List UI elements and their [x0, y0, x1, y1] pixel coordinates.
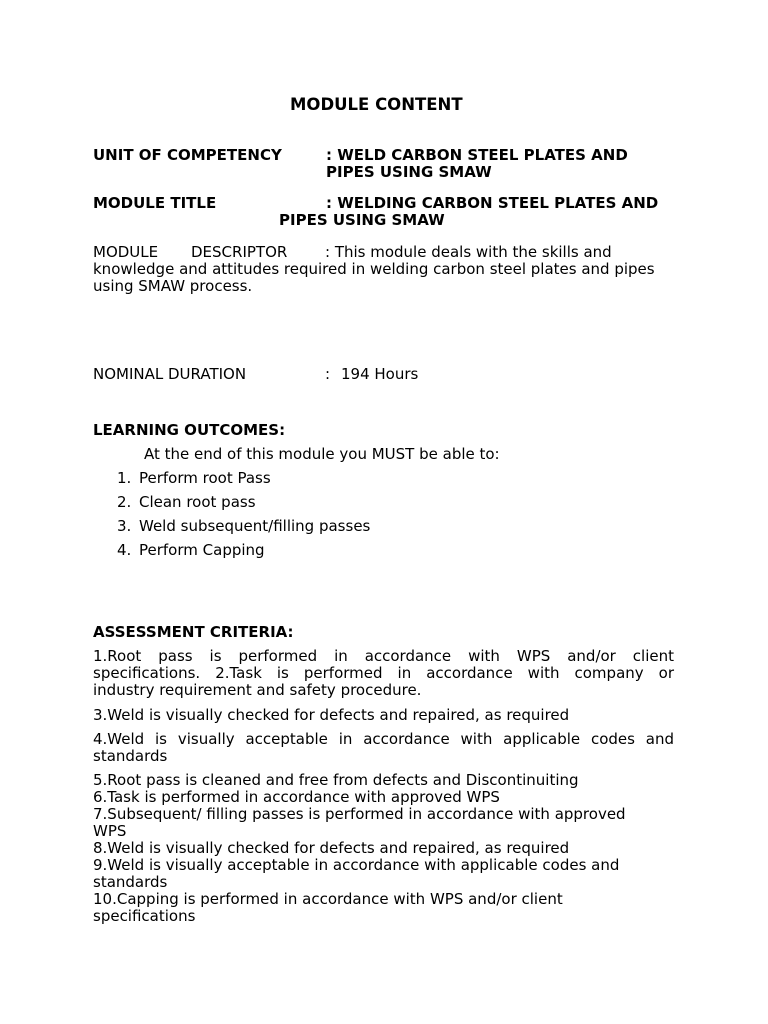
outcome-number: 3. — [117, 517, 132, 535]
learning-outcomes-heading: LEARNING OUTCOMES: — [93, 421, 286, 439]
criteria-para3-line1-text: 4.Weld is visually acceptable in accordance with applicable codes and — [93, 730, 674, 748]
criteria-para3-line1 — [93, 731, 674, 765]
criteria-para1-line1-text: 1.Root pass is performed in accordance with WPS and/or client — [93, 647, 674, 665]
module-title-value-line1: : WELDING CARBON STEEL PLATES AND — [326, 194, 659, 212]
assessment-criteria-heading: ASSESSMENT CRITERIA: — [93, 623, 294, 641]
nominal-duration-label: NOMINAL DURATION — [93, 365, 247, 383]
criteria-line: 9.Weld is visually acceptable in accordance with applicable codes and — [93, 856, 620, 874]
module-descriptor-line3: using SMAW process. — [93, 277, 253, 295]
module-title-label: MODULE TITLE — [93, 194, 217, 212]
criteria-para2: 3.Weld is visually checked for defects and repaired, as required — [93, 706, 570, 724]
nominal-duration-value: 194 Hours — [341, 365, 419, 383]
criteria-line: 6.Task is performed in accordance with approved WPS — [93, 788, 500, 806]
criteria-line: 10.Capping is performed in accordance with WPS and/or client — [93, 890, 563, 908]
module-descriptor-line2: knowledge and attitudes required in welding carbon steel plates and pipes — [93, 260, 655, 278]
outcome-number: 1. — [117, 469, 132, 487]
criteria-line: 5.Root pass is cleaned and free from defects and Discontinuiting — [93, 771, 579, 789]
unit-of-competency-value-line1: : WELD CARBON STEEL PLATES AND — [326, 146, 628, 164]
criteria-line: specifications — [93, 907, 196, 925]
unit-of-competency-label: UNIT OF COMPETENCY — [93, 146, 282, 164]
module-title-value-line2: PIPES USING SMAW — [279, 211, 445, 229]
outcome-number: 2. — [117, 493, 132, 511]
module-descriptor-word1: MODULE — [93, 243, 159, 261]
outcome-number: 4. — [117, 541, 132, 559]
outcome-item: Weld subsequent/filling passes — [139, 517, 371, 535]
criteria-line: 7.Subsequent/ filling passes is performed in accordance with approved — [93, 805, 626, 823]
module-descriptor-line1-rest: : This module deals with the skills and — [325, 243, 612, 261]
criteria-line: standards — [93, 873, 168, 891]
learning-outcomes-intro: At the end of this module you MUST be able to: — [144, 445, 500, 463]
module-descriptor-word2: DESCRIPTOR — [191, 243, 288, 261]
nominal-duration-colon: : — [325, 365, 331, 383]
criteria-line: 8.Weld is visually checked for defects and repaired, as required — [93, 839, 570, 857]
outcome-item: Perform Capping — [139, 541, 265, 559]
outcome-item: Perform root Pass — [139, 469, 271, 487]
page-title: MODULE CONTENT — [290, 95, 463, 114]
outcome-item: Clean root pass — [139, 493, 256, 511]
criteria-para1-line3: industry requirement and safety procedure. — [93, 681, 422, 699]
unit-of-competency-value-line2: PIPES USING SMAW — [326, 163, 492, 181]
criteria-para3-line2: standards — [93, 747, 168, 765]
criteria-para1-line2-text: specifications. 2.Task is performed in accordance with company or — [93, 664, 674, 682]
criteria-line: WPS — [93, 822, 127, 840]
